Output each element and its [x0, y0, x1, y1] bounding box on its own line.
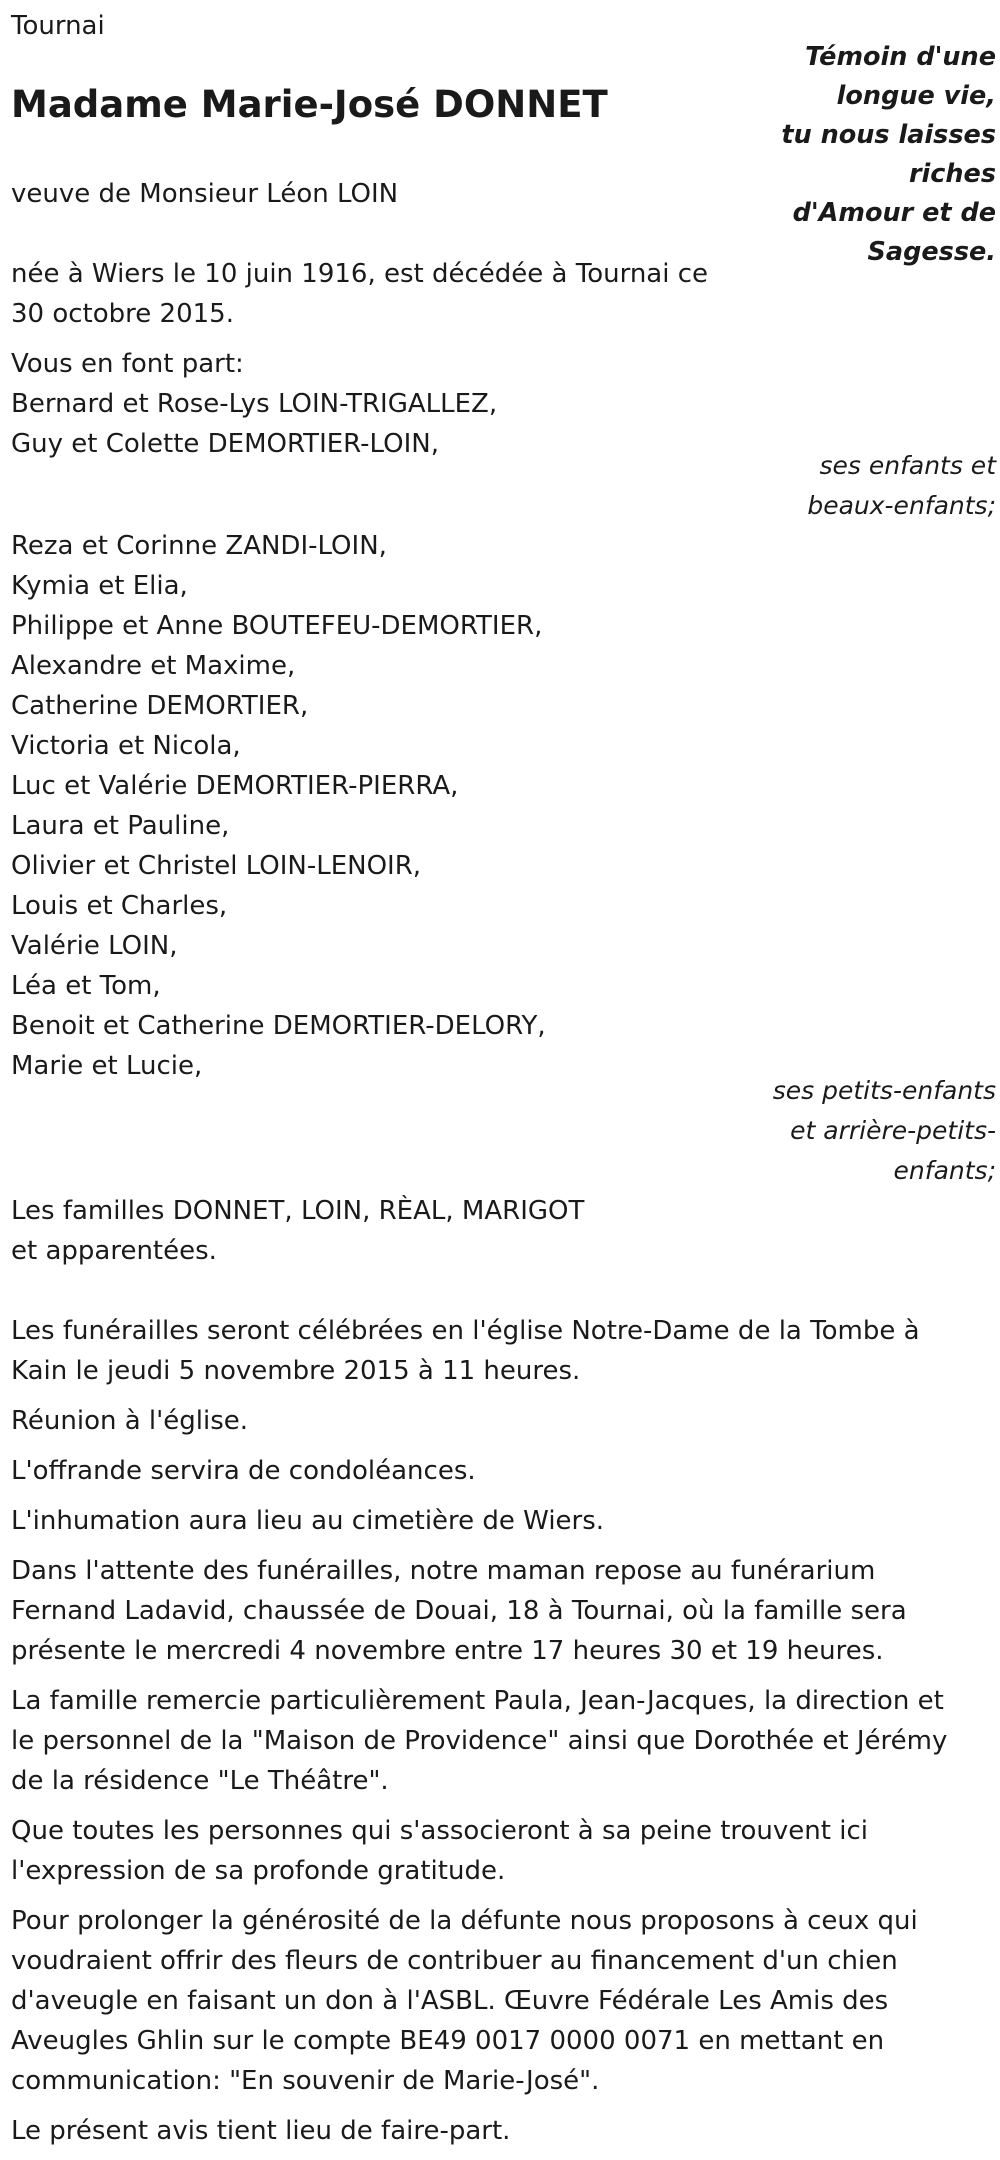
city: Tournai: [11, 11, 105, 41]
obituary-notice: [11, 0, 996, 2160]
motto-line: d'Amour et de: [792, 198, 996, 228]
families-line: et apparentées.: [11, 1236, 217, 1266]
children-role: ses enfants et: [819, 451, 996, 480]
thanks-line: le personnel de la "Maison de Providence" ainsi que Dorothée et Jérémy: [11, 1726, 948, 1756]
children-role: beaux-enfants;: [807, 491, 996, 520]
motto-line: riches: [908, 159, 996, 189]
motto-line: longue vie,: [836, 81, 996, 111]
thanks-line: La famille remercie particulièrement Paula, Jean-Jacques, la direction et: [11, 1686, 944, 1716]
grandchild-line: Luc et Valérie DEMORTIER-PIERRA,: [11, 771, 459, 801]
families-line: Les familles DONNET, LOIN, RÈAL, MARIGOT: [11, 1196, 585, 1226]
funeral-line: Les funérailles seront célébrées en l'église Notre-Dame de la Tombe à: [11, 1316, 920, 1346]
birth-line: née à Wiers le 10 juin 1916, est décédée à Tournai ce: [11, 259, 709, 289]
motto-line: tu nous laisses: [781, 120, 996, 150]
grandchild-line: Philippe et Anne BOUTEFEU-DEMORTIER,: [11, 611, 543, 641]
donation-line: voudraient offrir des fleurs de contribuer au financement d'un chien: [11, 1946, 898, 1976]
grandchild-line: Reza et Corinne ZANDI-LOIN,: [11, 531, 387, 561]
motto-line: Témoin d'une: [805, 42, 996, 72]
deceased-name: Madame Marie-José DONNET: [11, 83, 608, 126]
grandchildren-role: et arrière-petits-: [790, 1116, 996, 1145]
donation-line: Aveugles Ghlin sur le compte BE49 0017 0000 0071 en mettant en: [11, 2026, 885, 2056]
child-couple: Bernard et Rose-Lys LOIN-TRIGALLEZ,: [11, 389, 498, 419]
grandchild-line: Olivier et Christel LOIN-LENOIR,: [11, 851, 422, 881]
grandchild-line: Alexandre et Maxime,: [11, 651, 296, 681]
gratitude-line: Que toutes les personnes qui s'associeront à sa peine trouvent ici: [11, 1816, 868, 1846]
announce-line: Vous en font part:: [11, 349, 244, 379]
spouse-line: veuve de Monsieur Léon LOIN: [11, 179, 399, 209]
grandchild-line: Kymia et Elia,: [11, 571, 188, 601]
child-couple: Guy et Colette DEMORTIER-LOIN,: [11, 429, 439, 459]
thanks-line: de la résidence "Le Théâtre".: [11, 1766, 389, 1796]
motto-line: Sagesse.: [867, 237, 996, 267]
donation-line: d'aveugle en faisant un don à l'ASBL. Œuvre Fédérale Les Amis des: [11, 1986, 889, 2016]
birth-line: 30 octobre 2015.: [11, 299, 234, 329]
funeral-line: Kain le jeudi 5 novembre 2015 à 11 heures.: [11, 1356, 581, 1386]
grandchild-line: Marie et Lucie,: [11, 1051, 203, 1081]
burial-line: L'inhumation aura lieu au cimetière de Wiers.: [11, 1506, 605, 1536]
rest-line: Fernand Ladavid, chaussée de Douai, 18 à Tournai, où la famille sera: [11, 1596, 907, 1626]
grandchildren-role: ses petits-enfants: [772, 1076, 996, 1105]
grandchild-line: Valérie LOIN,: [11, 931, 178, 961]
closing-line: Le présent avis tient lieu de faire-part.: [11, 2116, 511, 2146]
gratitude-line: l'expression de sa profonde gratitude.: [11, 1856, 506, 1886]
grandchild-line: Victoria et Nicola,: [11, 731, 241, 761]
donation-line: Pour prolonger la générosité de la défunte nous proposons à ceux qui: [11, 1906, 918, 1936]
grandchildren-role: enfants;: [893, 1156, 996, 1185]
meeting-line: Réunion à l'église.: [11, 1406, 249, 1436]
rest-line: présente le mercredi 4 novembre entre 17 heures 30 et 19 heures.: [11, 1636, 884, 1666]
offering-line: L'offrande servira de condoléances.: [11, 1456, 476, 1486]
grandchild-line: Louis et Charles,: [11, 891, 228, 921]
grandchild-line: Catherine DEMORTIER,: [11, 691, 309, 721]
grandchild-line: Léa et Tom,: [11, 971, 161, 1001]
grandchild-line: Benoit et Catherine DEMORTIER-DELORY,: [11, 1011, 546, 1041]
rest-line: Dans l'attente des funérailles, notre maman repose au funérarium: [11, 1556, 876, 1586]
donation-line: communication: "En souvenir de Marie-José".: [11, 2066, 600, 2096]
grandchild-line: Laura et Pauline,: [11, 811, 230, 841]
